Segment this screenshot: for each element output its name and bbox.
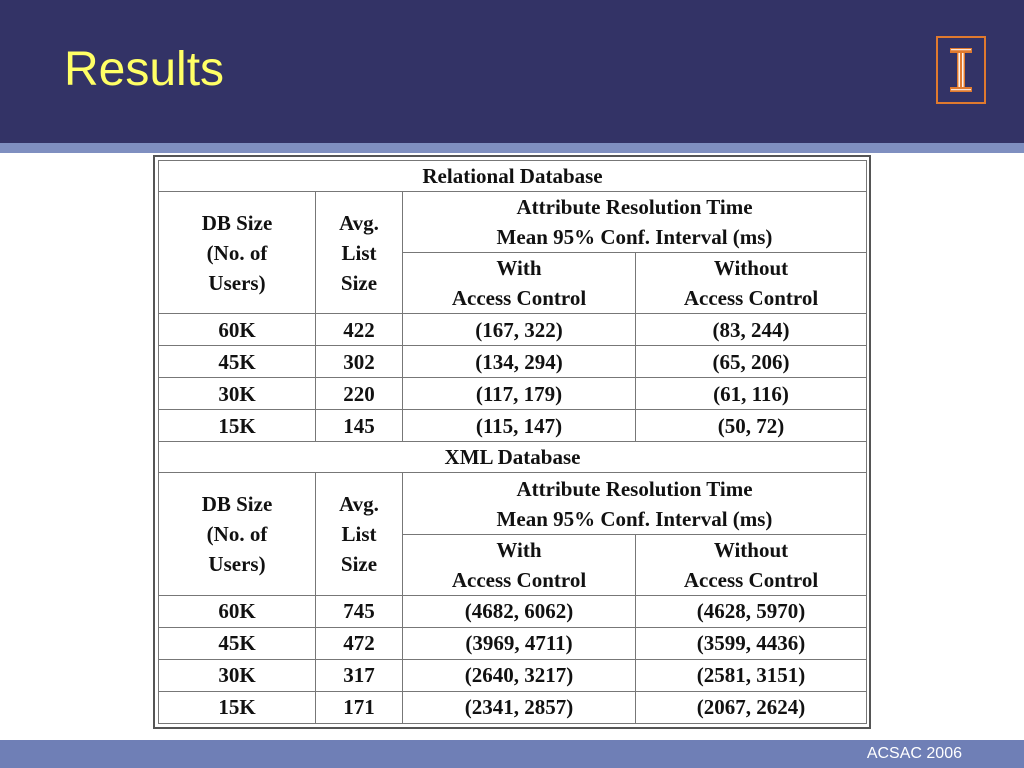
results-table xyxy=(158,160,867,724)
header-avg-list-size-line: Size xyxy=(340,552,378,577)
cell-without-access-control: (65, 206) xyxy=(636,346,867,378)
slide-header xyxy=(0,0,1024,143)
header-db-size xyxy=(159,192,316,314)
cell-avg-list-size: 472 xyxy=(316,627,403,659)
cell-with-access-control: (4682, 6062) xyxy=(403,595,636,627)
header-avg-list-size-line: Size xyxy=(340,270,378,295)
section-title: Relational Database xyxy=(159,161,867,192)
header-db-size-line: DB Size xyxy=(201,492,273,517)
cell-without-access-control: (3599, 4436) xyxy=(636,627,867,659)
cell-avg-list-size: 422 xyxy=(316,314,403,346)
table-row xyxy=(159,659,867,691)
cell-with-access-control: (2341, 2857) xyxy=(403,691,636,723)
header-avg-list-size-line: List xyxy=(341,240,377,265)
section-title-row xyxy=(159,442,867,473)
header-avg-list-size-line: Avg. xyxy=(339,492,379,517)
section-title: XML Database xyxy=(159,442,867,473)
header-resolution-time xyxy=(403,473,867,534)
table-row xyxy=(159,346,867,378)
header-avg-list-size xyxy=(316,192,403,314)
header-db-size xyxy=(159,473,316,595)
section-title-row xyxy=(159,161,867,192)
slide-footer xyxy=(0,740,1024,768)
cell-db-size: 45K xyxy=(159,627,316,659)
header-with-access-control-line: Access Control xyxy=(451,567,587,592)
header-avg-list-size-line: Avg. xyxy=(339,210,379,235)
cell-avg-list-size: 317 xyxy=(316,659,403,691)
cell-without-access-control: (4628, 5970) xyxy=(636,595,867,627)
header-resolution-time-line: Mean 95% Conf. Interval (ms) xyxy=(496,225,773,250)
header-without-access-control xyxy=(636,253,867,314)
table-row xyxy=(159,378,867,410)
header-without-access-control-line: Without xyxy=(713,537,789,562)
table-row xyxy=(159,595,867,627)
header-with-access-control-line: With xyxy=(496,537,542,562)
cell-with-access-control: (115, 147) xyxy=(403,410,636,442)
header-without-access-control-line: Without xyxy=(713,256,789,281)
header-resolution-time-line: Mean 95% Conf. Interval (ms) xyxy=(496,506,773,531)
header-row xyxy=(159,473,867,534)
table-row xyxy=(159,410,867,442)
header-with-access-control-line: With xyxy=(496,256,542,281)
cell-avg-list-size: 745 xyxy=(316,595,403,627)
cell-with-access-control: (117, 179) xyxy=(403,378,636,410)
header-db-size-line: Users) xyxy=(208,270,266,295)
header-db-size-line: (No. of xyxy=(206,522,268,547)
cell-db-size: 30K xyxy=(159,659,316,691)
header-without-access-control-line: Access Control xyxy=(683,567,819,592)
header-resolution-time-line: Attribute Resolution Time xyxy=(516,195,753,220)
cell-db-size: 30K xyxy=(159,378,316,410)
header-with-access-control xyxy=(403,534,636,595)
header-with-access-control-line: Access Control xyxy=(451,286,587,311)
header-db-size-line: Users) xyxy=(208,552,266,577)
university-logo-icon xyxy=(936,36,986,104)
cell-db-size: 45K xyxy=(159,346,316,378)
cell-with-access-control: (167, 322) xyxy=(403,314,636,346)
table-row xyxy=(159,314,867,346)
cell-avg-list-size: 302 xyxy=(316,346,403,378)
header-avg-list-size xyxy=(316,473,403,595)
footer-text: ACSAC 2006 xyxy=(866,745,962,762)
cell-db-size: 60K xyxy=(159,314,316,346)
header-resolution-time xyxy=(403,192,867,253)
cell-db-size: 15K xyxy=(159,691,316,723)
cell-avg-list-size: 145 xyxy=(316,410,403,442)
cell-db-size: 60K xyxy=(159,595,316,627)
cell-without-access-control: (61, 116) xyxy=(636,378,867,410)
slide-title: Results xyxy=(64,43,225,96)
results-table-container xyxy=(153,155,871,729)
cell-avg-list-size: 171 xyxy=(316,691,403,723)
header-resolution-time-line: Attribute Resolution Time xyxy=(516,476,753,501)
header-without-access-control xyxy=(636,534,867,595)
header-db-size-line: (No. of xyxy=(206,240,268,265)
table-row xyxy=(159,691,867,723)
cell-without-access-control: (2067, 2624) xyxy=(636,691,867,723)
table-row xyxy=(159,627,867,659)
cell-without-access-control: (50, 72) xyxy=(636,410,867,442)
cell-with-access-control: (3969, 4711) xyxy=(403,627,636,659)
header-with-access-control xyxy=(403,253,636,314)
cell-db-size: 15K xyxy=(159,410,316,442)
cell-without-access-control: (83, 244) xyxy=(636,314,867,346)
cell-avg-list-size: 220 xyxy=(316,378,403,410)
header-without-access-control-line: Access Control xyxy=(683,286,819,311)
header-row xyxy=(159,192,867,253)
cell-without-access-control: (2581, 3151) xyxy=(636,659,867,691)
header-stripe xyxy=(0,143,1024,153)
cell-with-access-control: (134, 294) xyxy=(403,346,636,378)
header-avg-list-size-line: List xyxy=(341,522,377,547)
header-db-size-line: DB Size xyxy=(201,210,273,235)
cell-with-access-control: (2640, 3217) xyxy=(403,659,636,691)
